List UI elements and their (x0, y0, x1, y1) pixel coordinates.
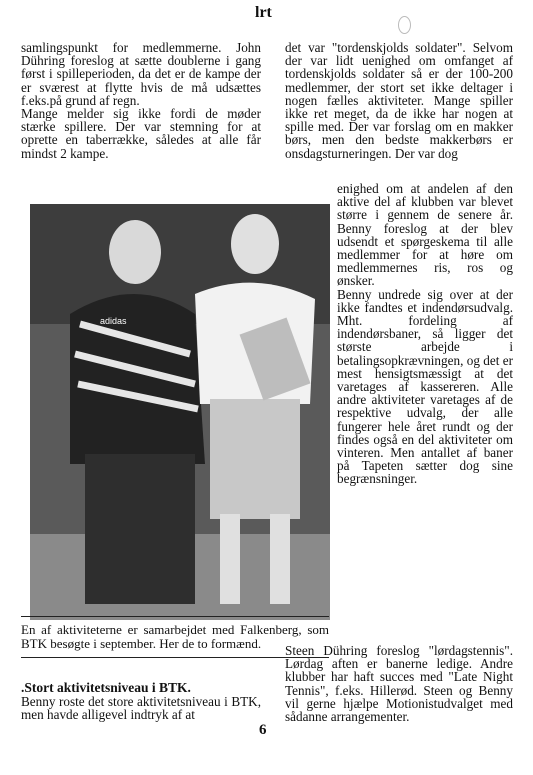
right-paragraph-1: det var "tordenskjolds soldater". Selvom der var lidt uenighed om omfanget af tordenskjolds soldater så er der 100-200 medlemmer, der stort set ikke deltager i nogen fælles aktiviteter. Mange spiller ikke ret meget, da de ikke har nogen at spille med. Der var forslag om en makker børs, men den bedste makkerbørs er onsdagsturneringen. Der var dog (285, 40, 513, 161)
left-column (21, 41, 261, 160)
binder-hole (398, 16, 411, 34)
right-column-bottom (285, 644, 513, 723)
right-paragraph-4: Steen Dühring foreslog "lørdagstennis". Lørdag aften er banerne ledige. Andre klubber har haft succes med "Late Night Tennis", f.eks. Hillerød. Steen og Benny vil gerne hjælpe Motionistudvalget med sådanne arrangementer. (285, 643, 513, 725)
photo-illustration (30, 204, 330, 620)
section-paragraph: Benny roste det store aktivitetsniveau i BTK, men havde alligevel indtryk af at (21, 694, 261, 723)
jacket-label: adidas (100, 316, 127, 326)
section-aktivitetsniveau (21, 681, 261, 721)
left-paragraph-2: Mange melder sig ikke fordi de møder stærke spillere. Der var stemning for at oprette en taberrække, således at alle får mindst 2 kampe. (21, 106, 261, 161)
right-column-top (285, 41, 513, 160)
right-paragraph-3: Benny undrede sig over at der ikke fandtes et indendørsudvalg. Mht. fordeling af indendørsbaner, så ligger det største arbejde i betalingsopkrævningen, og det er mest hensigtsmæssigt at det varetages af kassereren. Alle andre aktiviteter varetages af de respektive udvalg, der alle fungerer hele året rundt og der findes også en del aktiviteter om vinteren. Men antallet af baner på Tapeten sætter dog sine begrænsninger. (337, 286, 513, 487)
page-number: 6 (259, 722, 267, 738)
photo-caption: En af aktiviteterne er samarbejdet med Falkenberg, som BTK besøgte i september. Her de to formænd. (21, 622, 329, 651)
section-heading: .Stort aktivitetsniveau i BTK. (21, 680, 191, 695)
photo-two-chairmen (30, 204, 330, 620)
header-mark: lrt (255, 4, 272, 21)
right-paragraph-2: enighed om at andelen af den aktive del af klubben var blevet større i gennem de senere år. Benny foreslog at der blev udsendt et spørgeskema til alle medlemmer for at høre om medlemmernes ris, ros og ønsker. (337, 181, 513, 289)
right-column-wrap (337, 182, 513, 486)
left-paragraph-1: samlingspunkt for medlemmerne. John Dühring foreslog at sætte doublerne i gang først i spilleperioden, da det er de kampe der er sværest at flytte hvis de må udsættes f.eks.på grund af regn. (21, 40, 261, 108)
